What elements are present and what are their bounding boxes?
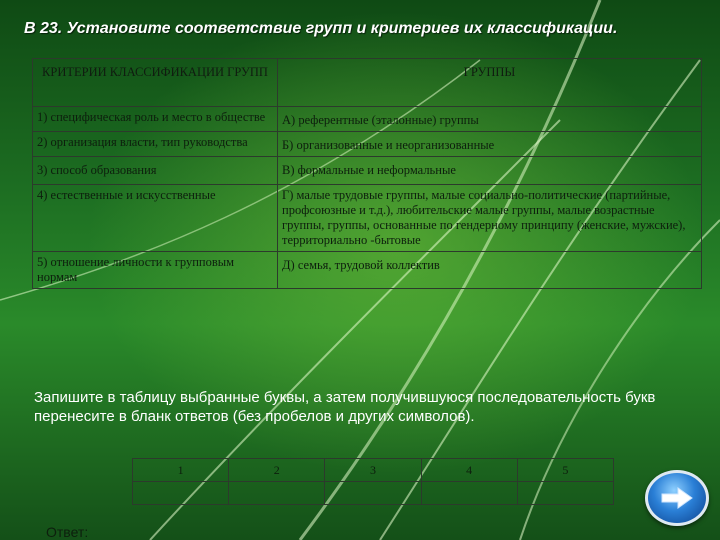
table-header-row [33, 59, 702, 107]
answer-table [132, 458, 614, 505]
instruction-text: Запишите в таблицу выбранные буквы, а затем получившуюся последовательность букв перенесите в бланк ответов (без пробелов и других символов). [34, 389, 656, 425]
classification-table [32, 58, 702, 289]
answer-number: 5 [517, 459, 613, 482]
criterion-cell: 2) организация власти, тип руководства [33, 132, 278, 157]
group-cell: Б) организованные и неорганизованные [278, 132, 702, 157]
group-cell: А) референтные (эталонные) группы [278, 107, 702, 132]
answer-numbers-row [133, 459, 614, 482]
arrow-right-icon [660, 486, 694, 510]
group-cell: Д) семья, трудовой коллектив [278, 252, 702, 289]
table-row [33, 132, 702, 157]
table-row [33, 185, 702, 252]
table-row [33, 157, 702, 185]
answer-cell-5[interactable] [517, 482, 613, 505]
answer-cell-3[interactable] [325, 482, 421, 505]
next-slide-button[interactable] [645, 470, 709, 526]
answer-values-row [133, 482, 614, 505]
table-row [33, 107, 702, 132]
answer-number: 4 [421, 459, 517, 482]
group-cell: В) формальные и неформальные [278, 157, 702, 185]
criterion-cell: 4) естественные и искусственные [33, 185, 278, 252]
criterion-cell: 3) способ образования [33, 157, 278, 185]
answer-label: Ответ: [46, 524, 89, 540]
header-groups: ГРУППЫ [278, 59, 702, 107]
answer-cell-2[interactable] [229, 482, 325, 505]
criterion-cell: 5) отношение личности к групповым нормам [33, 252, 278, 289]
table-row [33, 252, 702, 289]
criterion-cell: 1) специфическая роль и место в обществе [33, 107, 278, 132]
answer-cell-1[interactable] [133, 482, 229, 505]
page-title: В 23. Установите соответствие групп и критериев их классификации. [24, 20, 618, 37]
group-cell: Г) малые трудовые группы, малые социально-политические (партийные, профсоюзные и т.д.), любительские малые группы, малые возрастные группы, группы, основанные по гендерному принципу (женские, мужские), территориально -бытовые [278, 185, 702, 252]
answer-cell-4[interactable] [421, 482, 517, 505]
answer-number: 1 [133, 459, 229, 482]
header-criteria: КРИТЕРИИ КЛАССИФИКАЦИИ ГРУПП [33, 59, 278, 107]
answer-number: 2 [229, 459, 325, 482]
answer-number: 3 [325, 459, 421, 482]
